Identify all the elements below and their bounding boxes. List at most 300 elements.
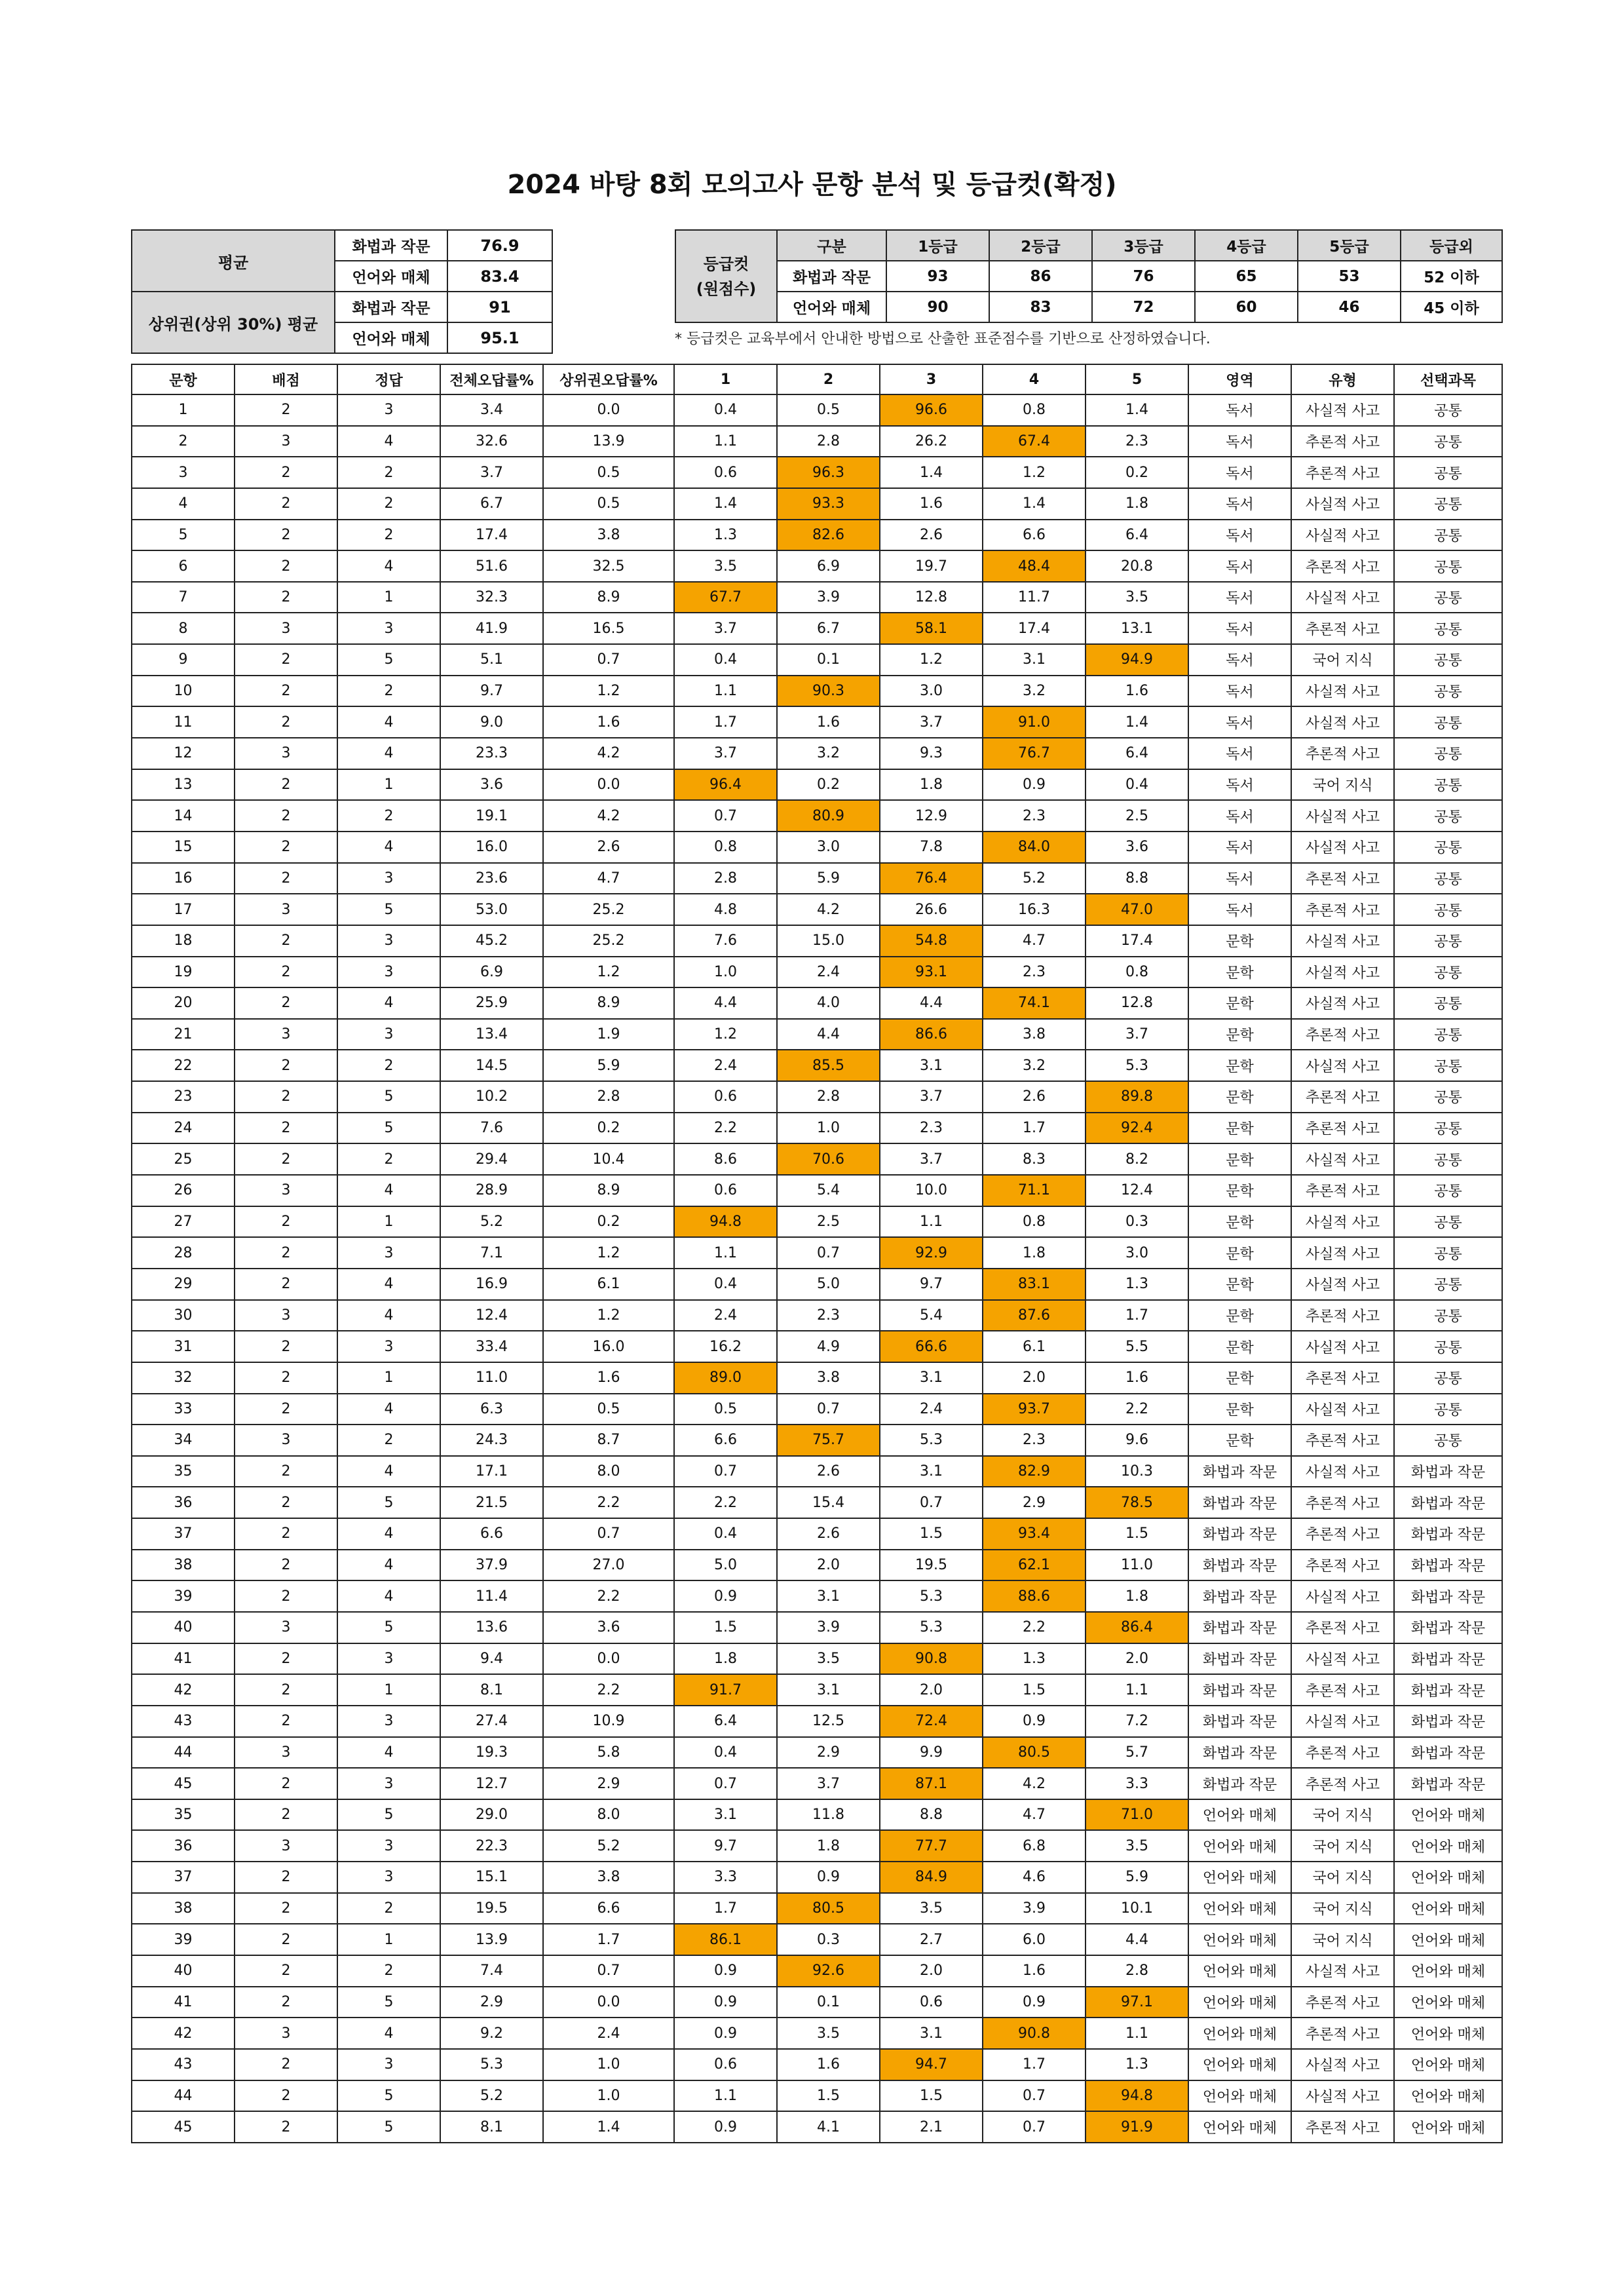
cell-points: 2 xyxy=(235,1487,337,1518)
column-header-type: 유형 xyxy=(1291,364,1394,394)
cell-domain: 언어와 매체 xyxy=(1188,1955,1291,1987)
cell-answer: 2 xyxy=(337,1050,440,1081)
cell-overall-error-rate: 22.3 xyxy=(440,1830,543,1862)
cell-points: 2 xyxy=(235,2080,337,2112)
cell-overall-error-rate: 3.6 xyxy=(440,769,543,801)
table-header-row xyxy=(132,364,1502,394)
cell-domain: 문학 xyxy=(1188,1237,1291,1269)
cell-choice-1-rate: 8.6 xyxy=(674,1143,777,1175)
cell-choice-4-rate: 91.0 xyxy=(983,706,1086,738)
cell-elective: 화법과 작문 xyxy=(1394,1580,1502,1612)
cell-choice-4-rate: 0.9 xyxy=(983,1706,1086,1737)
cell-overall-error-rate: 51.6 xyxy=(440,550,543,582)
cell-choice-3-rate: 26.6 xyxy=(880,894,983,925)
cell-choice-4-rate: 83.1 xyxy=(983,1269,1086,1300)
table-row xyxy=(132,1425,1502,1456)
cell-overall-error-rate: 12.7 xyxy=(440,1768,543,1799)
top-average-value: 91 xyxy=(447,292,552,322)
cell-top-error-rate: 4.2 xyxy=(543,800,674,832)
cell-overall-error-rate: 37.9 xyxy=(440,1550,543,1581)
cell-type: 국어 지식 xyxy=(1291,1830,1394,1862)
cell-choice-4-rate: 6.6 xyxy=(983,520,1086,551)
cell-choice-5-rate: 89.8 xyxy=(1086,1081,1188,1113)
cell-type: 추론적 사고 xyxy=(1291,1113,1394,1144)
cell-choice-3-rate: 3.7 xyxy=(880,706,983,738)
table-row xyxy=(132,1300,1502,1331)
cell-choice-2-rate: 0.2 xyxy=(777,769,880,801)
cell-overall-error-rate: 5.3 xyxy=(440,2049,543,2080)
cell-elective: 공통 xyxy=(1394,1175,1502,1206)
cell-type: 추론적 사고 xyxy=(1291,1987,1394,2018)
cell-top-error-rate: 1.2 xyxy=(543,1300,674,1331)
cell-choice-2-rate: 6.9 xyxy=(777,550,880,582)
cell-top-error-rate: 1.7 xyxy=(543,1924,674,1955)
cell-answer: 1 xyxy=(337,769,440,801)
cell-choice-5-rate: 1.8 xyxy=(1086,1580,1188,1612)
cell-points: 2 xyxy=(235,1331,337,1362)
cell-choice-2-rate: 85.5 xyxy=(777,1050,880,1081)
cell-choice-5-rate: 94.9 xyxy=(1086,644,1188,676)
cell-answer: 4 xyxy=(337,987,440,1019)
cell-overall-error-rate: 16.0 xyxy=(440,832,543,863)
cell-choice-2-rate: 12.5 xyxy=(777,1706,880,1737)
cell-type: 추론적 사고 xyxy=(1291,457,1394,488)
cell-choice-3-rate: 2.1 xyxy=(880,2111,983,2143)
cell-domain: 독서 xyxy=(1188,738,1291,769)
cell-question-number: 42 xyxy=(132,2018,235,2049)
cell-choice-3-rate: 93.1 xyxy=(880,957,983,988)
cell-points: 2 xyxy=(235,1269,337,1300)
cutoff-cell: 46 xyxy=(1298,292,1401,322)
cell-points: 2 xyxy=(235,394,337,426)
table-row xyxy=(132,925,1502,957)
cell-choice-1-rate: 86.1 xyxy=(674,1924,777,1955)
cell-elective: 공통 xyxy=(1394,520,1502,551)
top-average-label: 상위권(상위 30%) 평균 xyxy=(132,292,335,353)
cell-choice-4-rate: 0.8 xyxy=(983,1206,1086,1238)
cutoff-header-cell: 5등급 xyxy=(1298,230,1401,261)
cell-points: 3 xyxy=(235,1175,337,1206)
cell-question-number: 36 xyxy=(132,1830,235,1862)
cell-domain: 문학 xyxy=(1188,1269,1291,1300)
cell-overall-error-rate: 8.1 xyxy=(440,2111,543,2143)
cell-domain: 언어와 매체 xyxy=(1188,1799,1291,1831)
cell-domain: 화법과 작문 xyxy=(1188,1487,1291,1518)
cell-points: 2 xyxy=(235,1456,337,1487)
cell-choice-5-rate: 0.3 xyxy=(1086,1206,1188,1238)
cell-elective: 화법과 작문 xyxy=(1394,1456,1502,1487)
cell-choice-1-rate: 0.7 xyxy=(674,800,777,832)
cell-choice-5-rate: 1.4 xyxy=(1086,706,1188,738)
cell-domain: 독서 xyxy=(1188,550,1291,582)
cell-top-error-rate: 0.7 xyxy=(543,1518,674,1550)
cell-choice-1-rate: 1.2 xyxy=(674,1019,777,1050)
cell-question-number: 38 xyxy=(132,1893,235,1924)
cell-choice-4-rate: 4.2 xyxy=(983,1768,1086,1799)
cell-choice-5-rate: 1.4 xyxy=(1086,394,1188,426)
cell-choice-1-rate: 3.7 xyxy=(674,738,777,769)
cell-elective: 공통 xyxy=(1394,1394,1502,1425)
cell-choice-3-rate: 9.3 xyxy=(880,738,983,769)
cell-top-error-rate: 10.9 xyxy=(543,1706,674,1737)
cell-choice-4-rate: 1.7 xyxy=(983,1113,1086,1144)
cell-points: 2 xyxy=(235,2049,337,2080)
cell-choice-1-rate: 1.4 xyxy=(674,488,777,520)
cell-elective: 공통 xyxy=(1394,582,1502,613)
cell-answer: 3 xyxy=(337,1643,440,1675)
cell-choice-4-rate: 76.7 xyxy=(983,738,1086,769)
cell-choice-1-rate: 6.4 xyxy=(674,1706,777,1737)
cell-type: 사실적 사고 xyxy=(1291,1206,1394,1238)
table-row xyxy=(132,520,1502,551)
cell-question-number: 19 xyxy=(132,957,235,988)
cell-domain: 화법과 작문 xyxy=(1188,1706,1291,1737)
cell-overall-error-rate: 9.4 xyxy=(440,1643,543,1675)
cell-question-number: 41 xyxy=(132,1643,235,1675)
cell-choice-1-rate: 3.7 xyxy=(674,613,777,644)
cell-points: 2 xyxy=(235,1081,337,1113)
cell-choice-2-rate: 2.0 xyxy=(777,1550,880,1581)
table-row xyxy=(132,1143,1502,1175)
cell-question-number: 44 xyxy=(132,2080,235,2112)
cell-choice-3-rate: 4.4 xyxy=(880,987,983,1019)
cell-question-number: 10 xyxy=(132,676,235,707)
cell-question-number: 45 xyxy=(132,2111,235,2143)
table-row xyxy=(132,1550,1502,1581)
cell-choice-1-rate: 6.6 xyxy=(674,1425,777,1456)
table-row xyxy=(132,1175,1502,1206)
cell-choice-4-rate: 1.2 xyxy=(983,457,1086,488)
cell-elective: 공통 xyxy=(1394,644,1502,676)
average-value: 76.9 xyxy=(447,230,552,261)
cell-elective: 공통 xyxy=(1394,832,1502,863)
cell-choice-5-rate: 10.1 xyxy=(1086,1893,1188,1924)
cell-type: 국어 지식 xyxy=(1291,1862,1394,1893)
cell-type: 국어 지식 xyxy=(1291,1799,1394,1831)
cell-choice-1-rate: 2.2 xyxy=(674,1113,777,1144)
cell-question-number: 35 xyxy=(132,1799,235,1831)
page-title: 2024 바탕 8회 모의고사 문항 분석 및 등급컷(확정) xyxy=(507,170,1117,200)
cell-choice-1-rate: 0.6 xyxy=(674,457,777,488)
cell-choice-2-rate: 5.4 xyxy=(777,1175,880,1206)
cell-choice-5-rate: 3.6 xyxy=(1086,832,1188,863)
cell-choice-3-rate: 19.5 xyxy=(880,1550,983,1581)
column-header-choice-1-rate: 1 xyxy=(674,364,777,394)
cell-overall-error-rate: 5.1 xyxy=(440,644,543,676)
cell-answer: 4 xyxy=(337,550,440,582)
cell-choice-2-rate: 3.5 xyxy=(777,2018,880,2049)
cell-domain: 문학 xyxy=(1188,1300,1291,1331)
table-row xyxy=(132,676,1502,707)
cell-answer: 5 xyxy=(337,1799,440,1831)
cell-elective: 언어와 매체 xyxy=(1394,1987,1502,2018)
cell-top-error-rate: 0.0 xyxy=(543,1987,674,2018)
cell-choice-5-rate: 2.3 xyxy=(1086,426,1188,457)
cell-choice-4-rate: 16.3 xyxy=(983,894,1086,925)
cutoff-cell: 52 이하 xyxy=(1401,261,1502,292)
cell-domain: 언어와 매체 xyxy=(1188,1862,1291,1893)
cell-choice-3-rate: 0.7 xyxy=(880,1487,983,1518)
cell-top-error-rate: 2.2 xyxy=(543,1487,674,1518)
cell-overall-error-rate: 9.2 xyxy=(440,2018,543,2049)
cell-choice-4-rate: 74.1 xyxy=(983,987,1086,1019)
cell-domain: 문학 xyxy=(1188,987,1291,1019)
table-row xyxy=(132,582,1502,613)
cell-top-error-rate: 0.7 xyxy=(543,1955,674,1987)
cell-answer: 5 xyxy=(337,1113,440,1144)
cell-choice-2-rate: 2.6 xyxy=(777,1518,880,1550)
cell-answer: 1 xyxy=(337,1674,440,1706)
cell-overall-error-rate: 11.4 xyxy=(440,1580,543,1612)
cell-domain: 독서 xyxy=(1188,832,1291,863)
cell-choice-4-rate: 2.3 xyxy=(983,957,1086,988)
cell-overall-error-rate: 6.9 xyxy=(440,957,543,988)
cell-type: 추론적 사고 xyxy=(1291,1425,1394,1456)
cell-overall-error-rate: 2.9 xyxy=(440,1987,543,2018)
cell-type: 사실적 사고 xyxy=(1291,676,1394,707)
cell-choice-2-rate: 82.6 xyxy=(777,520,880,551)
cell-choice-2-rate: 4.9 xyxy=(777,1331,880,1362)
column-header-choice-3-rate: 3 xyxy=(880,364,983,394)
cell-choice-2-rate: 2.3 xyxy=(777,1300,880,1331)
column-header-domain: 영역 xyxy=(1188,364,1291,394)
cell-overall-error-rate: 16.9 xyxy=(440,1269,543,1300)
cell-points: 2 xyxy=(235,1394,337,1425)
cell-answer: 2 xyxy=(337,1143,440,1175)
cell-points: 2 xyxy=(235,987,337,1019)
cell-points: 2 xyxy=(235,1237,337,1269)
cell-choice-1-rate: 3.5 xyxy=(674,550,777,582)
cell-top-error-rate: 1.9 xyxy=(543,1019,674,1050)
cell-domain: 독서 xyxy=(1188,676,1291,707)
cell-question-number: 3 xyxy=(132,457,235,488)
cell-overall-error-rate: 28.9 xyxy=(440,1175,543,1206)
cell-choice-5-rate: 47.0 xyxy=(1086,894,1188,925)
cell-question-number: 44 xyxy=(132,1737,235,1769)
cell-question-number: 20 xyxy=(132,987,235,1019)
cell-type: 사실적 사고 xyxy=(1291,1143,1394,1175)
cell-top-error-rate: 8.0 xyxy=(543,1799,674,1831)
cell-answer: 5 xyxy=(337,1612,440,1643)
cell-choice-4-rate: 4.7 xyxy=(983,1799,1086,1831)
cell-elective: 화법과 작문 xyxy=(1394,1643,1502,1675)
cell-domain: 화법과 작문 xyxy=(1188,1580,1291,1612)
cell-choice-2-rate: 11.8 xyxy=(777,1799,880,1831)
cell-points: 2 xyxy=(235,457,337,488)
cell-question-number: 37 xyxy=(132,1862,235,1893)
cell-elective: 공통 xyxy=(1394,987,1502,1019)
cell-choice-5-rate: 6.4 xyxy=(1086,738,1188,769)
cell-type: 사실적 사고 xyxy=(1291,832,1394,863)
cell-elective: 공통 xyxy=(1394,800,1502,832)
cell-answer: 4 xyxy=(337,1737,440,1769)
cutoff-cell: 93 xyxy=(886,261,989,292)
cell-top-error-rate: 1.0 xyxy=(543,2080,674,2112)
cell-choice-4-rate: 80.5 xyxy=(983,1737,1086,1769)
table-row xyxy=(132,2049,1502,2080)
cell-elective: 화법과 작문 xyxy=(1394,1518,1502,1550)
cell-choice-3-rate: 96.6 xyxy=(880,394,983,426)
subject-label: 화법과 작문 xyxy=(335,292,447,322)
cell-choice-1-rate: 2.2 xyxy=(674,1487,777,1518)
cell-choice-5-rate: 3.7 xyxy=(1086,1019,1188,1050)
cell-choice-5-rate: 5.5 xyxy=(1086,1331,1188,1362)
cell-answer: 5 xyxy=(337,644,440,676)
cell-choice-5-rate: 94.8 xyxy=(1086,2080,1188,2112)
table-row xyxy=(132,1237,1502,1269)
table-row xyxy=(132,1269,1502,1300)
cell-answer: 3 xyxy=(337,394,440,426)
cell-choice-1-rate: 0.6 xyxy=(674,2049,777,2080)
cell-domain: 독서 xyxy=(1188,769,1291,801)
cell-choice-3-rate: 2.3 xyxy=(880,1113,983,1144)
cell-choice-5-rate: 3.3 xyxy=(1086,1768,1188,1799)
cell-answer: 3 xyxy=(337,1019,440,1050)
column-header-elective: 선택과목 xyxy=(1394,364,1502,394)
cell-choice-2-rate: 5.9 xyxy=(777,863,880,894)
cell-top-error-rate: 16.5 xyxy=(543,613,674,644)
cell-choice-2-rate: 0.9 xyxy=(777,1862,880,1893)
cell-elective: 언어와 매체 xyxy=(1394,2080,1502,2112)
cell-choice-4-rate: 4.6 xyxy=(983,1862,1086,1893)
cell-choice-1-rate: 2.4 xyxy=(674,1300,777,1331)
cell-question-number: 39 xyxy=(132,1580,235,1612)
cell-answer: 3 xyxy=(337,1331,440,1362)
cell-type: 사실적 사고 xyxy=(1291,1643,1394,1675)
cell-question-number: 32 xyxy=(132,1362,235,1394)
cell-choice-1-rate: 1.1 xyxy=(674,2080,777,2112)
cutoff-header-row xyxy=(675,230,1502,261)
cell-question-number: 23 xyxy=(132,1081,235,1113)
cell-overall-error-rate: 3.7 xyxy=(440,457,543,488)
cutoff-header-cell: 1등급 xyxy=(886,230,989,261)
cell-points: 2 xyxy=(235,1987,337,2018)
cell-choice-4-rate: 0.9 xyxy=(983,1987,1086,2018)
cell-choice-4-rate: 1.4 xyxy=(983,488,1086,520)
column-header-choice-4-rate: 4 xyxy=(983,364,1086,394)
cell-type: 사실적 사고 xyxy=(1291,1269,1394,1300)
cutoff-label-line1: 등급컷 xyxy=(703,254,749,273)
cell-question-number: 27 xyxy=(132,1206,235,1238)
cell-points: 2 xyxy=(235,550,337,582)
cell-domain: 화법과 작문 xyxy=(1188,1643,1291,1675)
cell-type: 추론적 사고 xyxy=(1291,1081,1394,1113)
cell-answer: 5 xyxy=(337,2080,440,2112)
cutoff-header-cell: 2등급 xyxy=(989,230,1092,261)
cutoff-cell: 76 xyxy=(1092,261,1195,292)
cell-overall-error-rate: 9.0 xyxy=(440,706,543,738)
cell-choice-3-rate: 9.7 xyxy=(880,1269,983,1300)
cell-domain: 독서 xyxy=(1188,394,1291,426)
cell-top-error-rate: 1.6 xyxy=(543,1362,674,1394)
cell-domain: 언어와 매체 xyxy=(1188,2080,1291,2112)
cell-type: 추론적 사고 xyxy=(1291,2018,1394,2049)
cell-choice-4-rate: 3.2 xyxy=(983,1050,1086,1081)
cell-choice-3-rate: 2.6 xyxy=(880,520,983,551)
cell-top-error-rate: 32.5 xyxy=(543,550,674,582)
cell-answer: 1 xyxy=(337,1362,440,1394)
cell-choice-5-rate: 1.8 xyxy=(1086,488,1188,520)
cell-choice-4-rate: 2.6 xyxy=(983,1081,1086,1113)
cell-top-error-rate: 8.9 xyxy=(543,582,674,613)
cell-question-number: 43 xyxy=(132,1706,235,1737)
table-row xyxy=(132,1737,1502,1769)
cell-points: 2 xyxy=(235,520,337,551)
cell-points: 2 xyxy=(235,1362,337,1394)
cell-choice-1-rate: 5.0 xyxy=(674,1550,777,1581)
cell-choice-4-rate: 5.2 xyxy=(983,863,1086,894)
cell-choice-3-rate: 5.3 xyxy=(880,1425,983,1456)
cell-question-number: 25 xyxy=(132,1143,235,1175)
cell-answer: 4 xyxy=(337,706,440,738)
cell-choice-2-rate: 2.5 xyxy=(777,1206,880,1238)
column-header-points: 배점 xyxy=(235,364,337,394)
cell-question-number: 29 xyxy=(132,1269,235,1300)
cell-choice-1-rate: 0.9 xyxy=(674,1987,777,2018)
cell-question-number: 28 xyxy=(132,1237,235,1269)
cell-question-number: 30 xyxy=(132,1300,235,1331)
cell-answer: 1 xyxy=(337,1924,440,1955)
cell-choice-4-rate: 0.7 xyxy=(983,2111,1086,2143)
cell-domain: 문학 xyxy=(1188,1206,1291,1238)
cell-choice-3-rate: 3.0 xyxy=(880,676,983,707)
cell-answer: 4 xyxy=(337,738,440,769)
cell-elective: 공통 xyxy=(1394,957,1502,988)
cell-choice-1-rate: 0.4 xyxy=(674,1518,777,1550)
cell-points: 3 xyxy=(235,613,337,644)
cell-domain: 문학 xyxy=(1188,1331,1291,1362)
cell-answer: 3 xyxy=(337,863,440,894)
cell-question-number: 42 xyxy=(132,1674,235,1706)
cell-choice-3-rate: 7.8 xyxy=(880,832,983,863)
cell-domain: 언어와 매체 xyxy=(1188,2018,1291,2049)
cell-choice-1-rate: 0.4 xyxy=(674,644,777,676)
cell-points: 2 xyxy=(235,1050,337,1081)
table-row xyxy=(132,1206,1502,1238)
cell-choice-3-rate: 3.5 xyxy=(880,1893,983,1924)
cell-overall-error-rate: 25.9 xyxy=(440,987,543,1019)
table-row xyxy=(132,769,1502,801)
cell-type: 추론적 사고 xyxy=(1291,1550,1394,1581)
cell-choice-2-rate: 92.6 xyxy=(777,1955,880,1987)
cell-type: 추론적 사고 xyxy=(1291,1300,1394,1331)
cell-type: 추론적 사고 xyxy=(1291,863,1394,894)
cell-top-error-rate: 6.1 xyxy=(543,1269,674,1300)
cell-top-error-rate: 4.7 xyxy=(543,863,674,894)
cell-top-error-rate: 6.6 xyxy=(543,1893,674,1924)
cutoff-note: * 등급컷은 교육부에서 안내한 방법으로 산출한 표준점수를 기반으로 산정하였습니다. xyxy=(675,331,1211,347)
cell-top-error-rate: 5.9 xyxy=(543,1050,674,1081)
table-row xyxy=(132,488,1502,520)
cell-answer: 1 xyxy=(337,582,440,613)
cell-question-number: 26 xyxy=(132,1175,235,1206)
cell-points: 2 xyxy=(235,706,337,738)
cell-points: 2 xyxy=(235,1674,337,1706)
cell-domain: 문학 xyxy=(1188,1394,1291,1425)
cell-points: 2 xyxy=(235,1893,337,1924)
cell-choice-3-rate: 1.6 xyxy=(880,488,983,520)
cell-choice-2-rate: 3.0 xyxy=(777,832,880,863)
cell-type: 사실적 사고 xyxy=(1291,488,1394,520)
cell-choice-1-rate: 3.3 xyxy=(674,1862,777,1893)
cell-type: 추론적 사고 xyxy=(1291,2111,1394,2143)
cell-elective: 공통 xyxy=(1394,426,1502,457)
cell-choice-3-rate: 5.4 xyxy=(880,1300,983,1331)
cell-choice-3-rate: 87.1 xyxy=(880,1768,983,1799)
cell-choice-4-rate: 0.7 xyxy=(983,2080,1086,2112)
cell-answer: 4 xyxy=(337,832,440,863)
cell-type: 사실적 사고 xyxy=(1291,1955,1394,1987)
